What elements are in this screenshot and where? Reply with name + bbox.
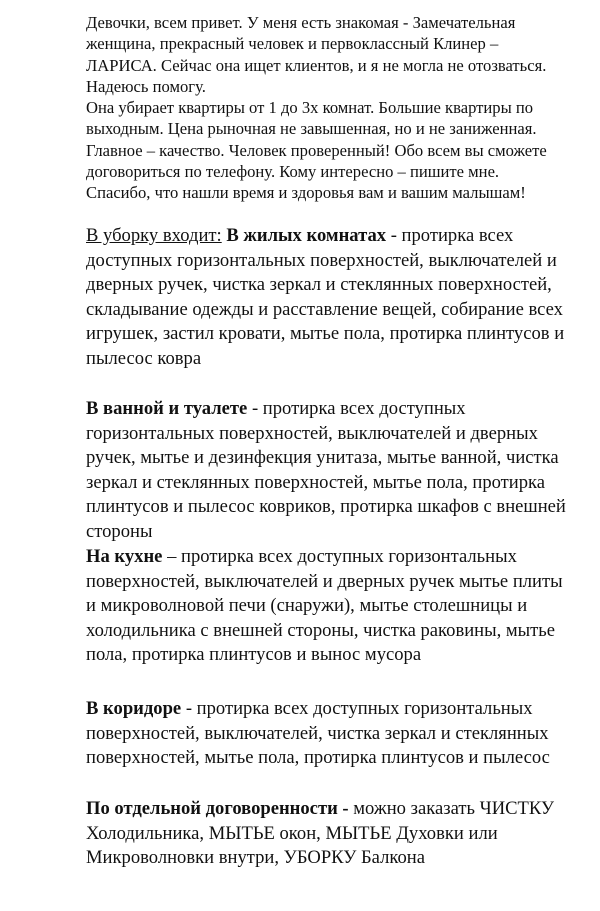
kitchen-text: – протирка всех доступных горизонтальных поверхностей, выключателей и дверных ручек мытье плиты и микроволновой печи (снаружи), мытье столешницы и холодильника с внешней стороны, чистка раковины, мытье пола, протирка плинтусов и вынос мусора: [86, 546, 563, 666]
corridor-heading: В коридоре: [86, 698, 182, 719]
living-rooms-text: - протирка всех доступных горизонтальных поверхностей, выключателей и дверных ручек, чистка зеркал и стеклянных поверхностей, складывание одежды и расставление вещей, собирание всех игрушек, застил кровати, мытье пола, протирка плинтусов и пылесос ковра: [86, 225, 565, 369]
living-rooms-heading: В жилых комнатах: [226, 225, 387, 246]
section-extra-services: [86, 797, 566, 871]
extra-services-heading: По отдельной договоренности -: [86, 798, 349, 819]
extra-services-text: можно заказать ЧИСТКУ Холодильника, МЫТЬЕ окон, МЫТЬЕ Духовки или Микроволновки внутри, УБОРКУ Балкона: [86, 798, 555, 869]
intro-block: [86, 12, 566, 204]
section-corridor: [86, 697, 566, 771]
section-kitchen: [86, 545, 566, 668]
intro-paragraph-details: Она убирает квартиры от 1 до 3х комнат. Большие квартиры по выходным. Цена рыночная не завышенная, но и не заниженная. Главное – качество. Человек проверенный! Обо всем вы сможете договориться по телефону. Кому интересно – пишите мне. Спасибо, что нашли время и здоровья вам и вашим малышам!: [86, 98, 547, 203]
bathroom-heading: В ванной и туалете: [86, 398, 248, 419]
intro-paragraph-greeting: Девочки, всем привет. У меня есть знакомая - Замечательная женщина, прекрасный человек и первоклассный Клинер – ЛАРИСА. Сейчас она ищет клиентов, и я не могла не отозваться. Надеюсь помогу.: [86, 13, 547, 96]
corridor-text: - протирка всех доступных горизонтальных поверхностей, выключателей, чистка зеркал и стеклянных поверхностей, мытье пола, протирка плинтусов и пылесос: [86, 698, 550, 769]
kitchen-heading: На кухне: [86, 546, 163, 567]
services-lead-label: В уборку входит:: [86, 225, 222, 246]
bathroom-text: - протирка всех доступных горизонтальных поверхностей, выключателей и дверных ручек, мытье и дезинфекция унитаза, мытье ванной, чистка зеркал и стеклянных поверхностей, мытье пола, протирка плинтусов и пылесос ковриков, протирка шкафов с внешней стороны: [86, 398, 566, 542]
section-bathroom: [86, 397, 566, 545]
section-living-rooms: [86, 224, 566, 372]
